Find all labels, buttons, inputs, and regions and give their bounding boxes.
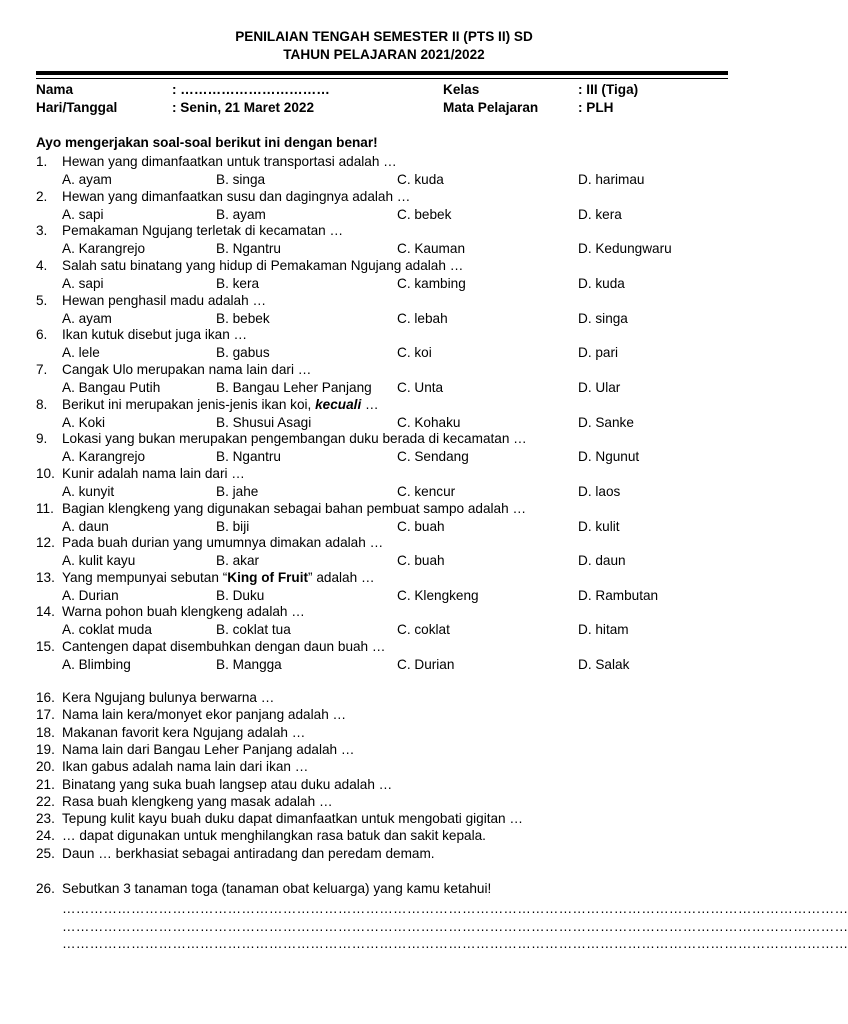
option-a: A. Blimbing <box>62 657 131 672</box>
option-a: A. sapi <box>62 207 104 222</box>
question-number: 16. <box>36 690 55 705</box>
question-number: 12. <box>36 535 55 550</box>
option-b: B. jahe <box>216 484 259 499</box>
mapel-label: Mata Pelajaran <box>443 100 539 115</box>
question-text <box>62 638 386 655</box>
question-number: 17. <box>36 707 55 722</box>
option-c: C. buah <box>397 553 445 568</box>
option-d: D. Ngunut <box>578 449 640 464</box>
question-text <box>62 465 245 482</box>
question-text-main: Ikan kutuk disebut juga ikan … <box>62 327 248 342</box>
question-text <box>62 188 410 205</box>
answer-line: ……………………………………………………………………………………………………………………………………………………… <box>62 901 848 916</box>
option-b: B. akar <box>216 553 260 568</box>
option-d: D. daun <box>578 553 626 568</box>
kelas-label: Kelas <box>443 82 480 97</box>
question-text-main: Pemakaman Ngujang terletak di kecamatan … <box>62 223 344 238</box>
option-a: A. sapi <box>62 276 104 291</box>
exam-year: TAHUN PELAJARAN 2021/2022 <box>283 47 485 62</box>
question-number: 10. <box>36 466 55 481</box>
option-b: B. ayam <box>216 207 266 222</box>
option-d: D. Ular <box>578 380 621 395</box>
option-d: D. singa <box>578 311 628 326</box>
option-d: D. pari <box>578 345 619 360</box>
question-number: 20. <box>36 759 55 774</box>
option-b: B. Bangau Leher Panjang <box>216 380 372 395</box>
option-c: C. koi <box>397 345 432 360</box>
question-number: 23. <box>36 811 55 826</box>
option-c: C. Klengkeng <box>397 588 479 603</box>
question-text-tail: ” adalah … <box>308 570 375 585</box>
question-number: 19. <box>36 742 55 757</box>
option-a: A. daun <box>62 519 109 534</box>
option-c: C. kencur <box>397 484 456 499</box>
option-a: A. kulit kayu <box>62 553 136 568</box>
question-text: Daun … berkhasiat sebagai antiradang dan peredam demam. <box>62 846 435 861</box>
option-c: C. lebah <box>397 311 448 326</box>
option-b: B. Duku <box>216 588 265 603</box>
question-text: Kera Ngujang bulunya berwarna … <box>62 690 275 705</box>
option-c: C. Unta <box>397 380 444 395</box>
option-a: A. kunyit <box>62 484 115 499</box>
question-text <box>62 326 247 343</box>
question-number: 22. <box>36 794 55 809</box>
option-a: A. Bangau Putih <box>62 380 161 395</box>
option-b: B. gabus <box>216 345 270 360</box>
question-number: 7. <box>36 362 48 377</box>
question-text-tail: … <box>361 397 379 412</box>
option-d: D. laos <box>578 484 621 499</box>
option-d: D. Salak <box>578 657 630 672</box>
option-b: B. singa <box>216 172 266 187</box>
option-a: A. lele <box>62 345 100 360</box>
emphasis-king-of-fruit: King of Fruit <box>227 570 309 585</box>
question-number: 24. <box>36 828 55 843</box>
instruction: Ayo mengerjakan soal-soal berikut ini dengan benar! <box>36 135 378 150</box>
option-c: C. buah <box>397 519 445 534</box>
question-number: 4. <box>36 258 48 273</box>
question-number: 2. <box>36 189 48 204</box>
question-text: … dapat digunakan untuk menghilangkan rasa batuk dan sakit kepala. <box>62 828 486 843</box>
question-text: Nama lain dari Bangau Leher Panjang adalah … <box>62 742 355 757</box>
answer-line: ……………………………………………………………………………………………………………………………………………………… <box>62 919 848 934</box>
option-a: A. coklat muda <box>62 622 152 637</box>
header-rule-thick <box>36 71 728 75</box>
question-text <box>62 222 343 239</box>
option-a: A. Karangrejo <box>62 241 146 256</box>
option-c: C. Sendang <box>397 449 469 464</box>
option-b: B. biji <box>216 519 250 534</box>
question-text: Tepung kulit kayu buah duku dapat dimanfaatkan untuk mengobati gigitan … <box>62 811 523 826</box>
emphasis-kecuali: kecuali <box>315 397 362 412</box>
question-text <box>62 257 463 274</box>
option-d: D. kera <box>578 207 622 222</box>
question-number: 25. <box>36 846 55 861</box>
question-text-main: Bagian klengkeng yang digunakan sebagai bahan pembuat sampo adalah … <box>62 501 527 516</box>
question-number: 18. <box>36 725 55 740</box>
option-c: C. Kauman <box>397 241 466 256</box>
hari-label: Hari/Tanggal <box>36 100 118 115</box>
option-d: D. harimau <box>578 172 645 187</box>
question-number: 8. <box>36 397 48 412</box>
option-d: D. hitam <box>578 622 629 637</box>
question-number: 5. <box>36 293 48 308</box>
question-number: 3. <box>36 223 48 238</box>
question-text <box>62 603 305 620</box>
answer-line: ……………………………………………………………………………………………………………………………………………………… <box>62 936 848 951</box>
option-c: C. kambing <box>397 276 466 291</box>
question-text-main: Lokasi yang bukan merupakan pengembangan duku berada di kecamatan … <box>62 431 527 446</box>
nama-value: : …………………………… <box>172 82 330 97</box>
kelas-value: : III (Tiga) <box>578 82 639 97</box>
option-b: B. Mangga <box>216 657 282 672</box>
question-text <box>62 361 311 378</box>
question-text <box>62 534 383 551</box>
option-b: B. coklat tua <box>216 622 291 637</box>
question-text-main: Yang mempunyai sebutan “ <box>62 570 228 585</box>
option-c: C. Kohaku <box>397 415 461 430</box>
essay-number: 26. <box>36 881 55 896</box>
question-text: Binatang yang suka buah langsep atau duku adalah … <box>62 777 393 792</box>
question-text-main: Hewan yang dimanfaatkan untuk transportasi adalah … <box>62 154 397 169</box>
question-text-main: Berikut ini merupakan jenis-jenis ikan koi, <box>62 397 316 412</box>
option-a: A. ayam <box>62 311 112 326</box>
question-text <box>62 569 375 586</box>
option-a: A. ayam <box>62 172 112 187</box>
question-text-main: Hewan yang dimanfaatkan susu dan dagingnya adalah … <box>62 189 411 204</box>
question-text <box>62 292 266 309</box>
question-number: 1. <box>36 154 48 169</box>
option-a: A. Karangrejo <box>62 449 146 464</box>
option-d: D. kulit <box>578 519 620 534</box>
option-d: D. kuda <box>578 276 625 291</box>
option-c: C. kuda <box>397 172 444 187</box>
question-number: 6. <box>36 327 48 342</box>
question-text-main: Cangak Ulo merupakan nama lain dari … <box>62 362 312 377</box>
question-number: 9. <box>36 431 48 446</box>
option-b: B. Ngantru <box>216 241 281 256</box>
question-text <box>62 500 526 517</box>
option-b: B. bebek <box>216 311 270 326</box>
question-text-main: Kunir adalah nama lain dari … <box>62 466 245 481</box>
question-text-main: Salah satu binatang yang hidup di Pemakaman Ngujang adalah … <box>62 258 464 273</box>
option-c: C. coklat <box>397 622 450 637</box>
question-text: Nama lain kera/monyet ekor panjang adalah … <box>62 707 347 722</box>
option-c: C. bebek <box>397 207 452 222</box>
option-b: B. Shusui Asagi <box>216 415 312 430</box>
question-number: 14. <box>36 604 55 619</box>
option-d: D. Sanke <box>578 415 634 430</box>
option-a: A. Koki <box>62 415 106 430</box>
question-number: 21. <box>36 777 55 792</box>
question-text <box>62 396 379 413</box>
question-text-main: Hewan penghasil madu adalah … <box>62 293 267 308</box>
mapel-value: : PLH <box>578 100 614 115</box>
question-text-main: Cantengen dapat disembuhkan dengan daun buah … <box>62 639 386 654</box>
question-number: 15. <box>36 639 55 654</box>
question-text-main: Warna pohon buah klengkeng adalah … <box>62 604 305 619</box>
option-b: B. kera <box>216 276 260 291</box>
question-number: 13. <box>36 570 55 585</box>
option-d: D. Rambutan <box>578 588 659 603</box>
question-text: Makanan favorit kera Ngujang adalah … <box>62 725 306 740</box>
question-text <box>62 430 527 447</box>
hari-value: : Senin, 21 Maret 2022 <box>172 100 315 115</box>
exam-title: PENILAIAN TENGAH SEMESTER II (PTS II) SD <box>235 29 533 44</box>
essay-question: Sebutkan 3 tanaman toga (tanaman obat keluarga) yang kamu ketahui! <box>62 881 492 896</box>
option-a: A. Durian <box>62 588 119 603</box>
option-d: D. Kedungwaru <box>578 241 672 256</box>
question-text-main: Pada buah durian yang umumnya dimakan adalah … <box>62 535 384 550</box>
option-c: C. Durian <box>397 657 455 672</box>
nama-label: Nama <box>36 82 74 97</box>
question-text: Rasa buah klengkeng yang masak adalah … <box>62 794 333 809</box>
question-number: 11. <box>36 501 54 516</box>
header-rule-thin <box>36 78 728 79</box>
question-text: Ikan gabus adalah nama lain dari ikan … <box>62 759 309 774</box>
option-b: B. Ngantru <box>216 449 281 464</box>
question-text <box>62 153 397 170</box>
